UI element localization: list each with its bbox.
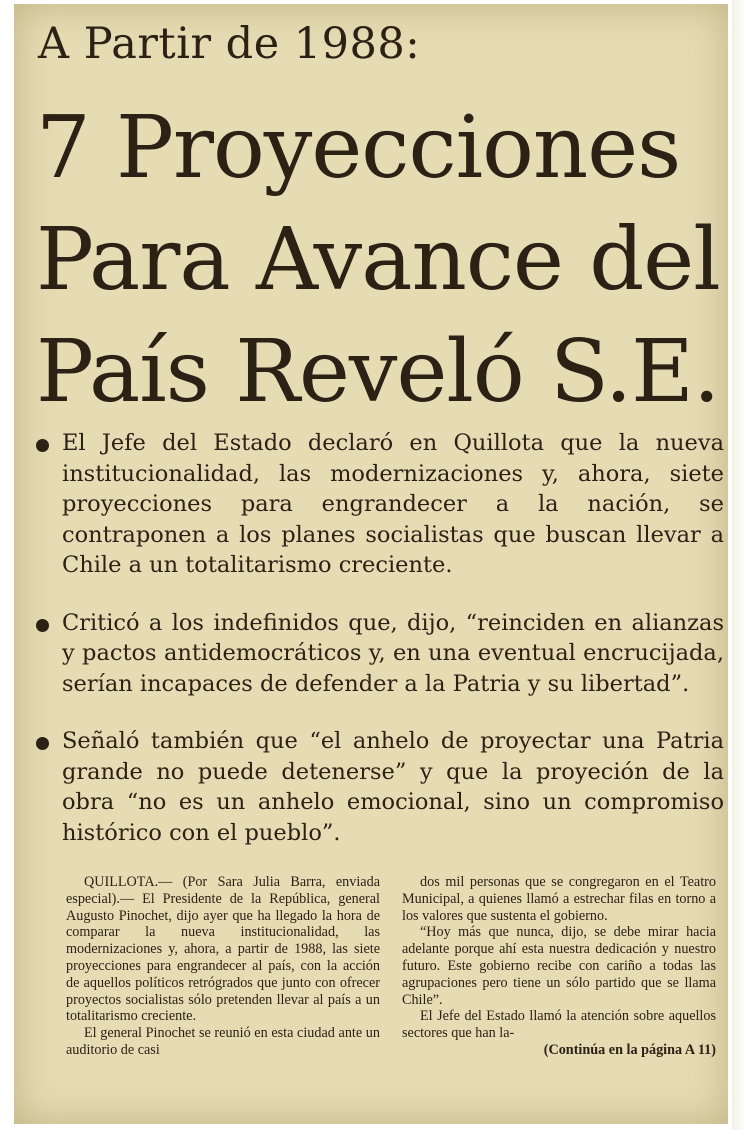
bullet-item [34,608,724,700]
headline-line-1: 7 Proyecciones [36,98,681,198]
summary-bullets [34,428,724,875]
bullet-item [34,428,724,581]
page-edge [732,0,746,1130]
bullet-dot-icon [36,619,49,632]
body-column-1 [66,874,380,1114]
bullet-item [34,726,724,848]
article-body [66,874,716,1114]
body-paragraph: El Jefe del Estado llamó la atención sobre aquellos sectores que han la- [402,1008,716,1042]
headline-line-3: País Reveló S.E. [36,322,720,422]
bullet-text: Criticó a los indefinidos que, dijo, “reinciden en alianzas y pactos antidemocráticos y, en una eventual encrucijada, serían incapaces de defender a la Patria y su libertad”. [62,609,724,697]
body-paragraph: QUILLOTA.— (Por Sara Julia Barra, enviada especial).— El Presidente de la República, general Augusto Pinochet, dijo ayer que ha llegado la hora de comparar la nueva institucionalidad, las modernizaciones y, ahora, a partir de 1988, las siete proyecciones para engrandecer al país, con la acción de aquellos políticos retrógrados que junto con ofrecer proyectos socialistas sólo pretenden llevar al país a un totalitarismo creciente. [66,874,380,1025]
kicker: A Partir de 1988: [38,19,421,69]
bullet-text: Señaló también que “el anhelo de proyectar una Patria grande no puede detenerse” y que la proyeción de la obra “no es un anhelo emocional, sino un compromiso histórico con el pueblo”. [62,728,724,846]
continuation-note: (Continúa en la página A 11) [543,1041,716,1058]
headline [36,92,726,428]
body-paragraph: “Hoy más que nunca, dijo, se debe mirar hacia adelante porque ahí esta nuestra dedicación y nuestro futuro. Este gobierno recibe con cariño a todas las agrupaciones pero tiene un sólo partido que se llama Chile”. [402,924,716,1008]
bullet-text: El Jefe del Estado declaró en Quillota que la nueva institucionalidad, las modernizaciones y, ahora, siete proyecciones para engrandecer a la nación, se contraponen a los planes socialistas que buscan llevar a Chile a un totalitarismo creciente. [62,430,724,578]
newspaper-clipping [14,4,728,1124]
headline-line-2: Para Avance del [36,210,720,310]
bullet-dot-icon [36,439,49,452]
body-paragraph: dos mil personas que se congregaron en el Teatro Municipal, a quienes llamó a estrechar filas en torno a los valores que sustenta el gobierno. [402,874,716,924]
body-paragraph: El general Pinochet se reunió en esta ciudad ante un auditorio de casi [66,1025,380,1058]
bullet-dot-icon [36,737,49,750]
body-column-2 [402,874,716,1114]
